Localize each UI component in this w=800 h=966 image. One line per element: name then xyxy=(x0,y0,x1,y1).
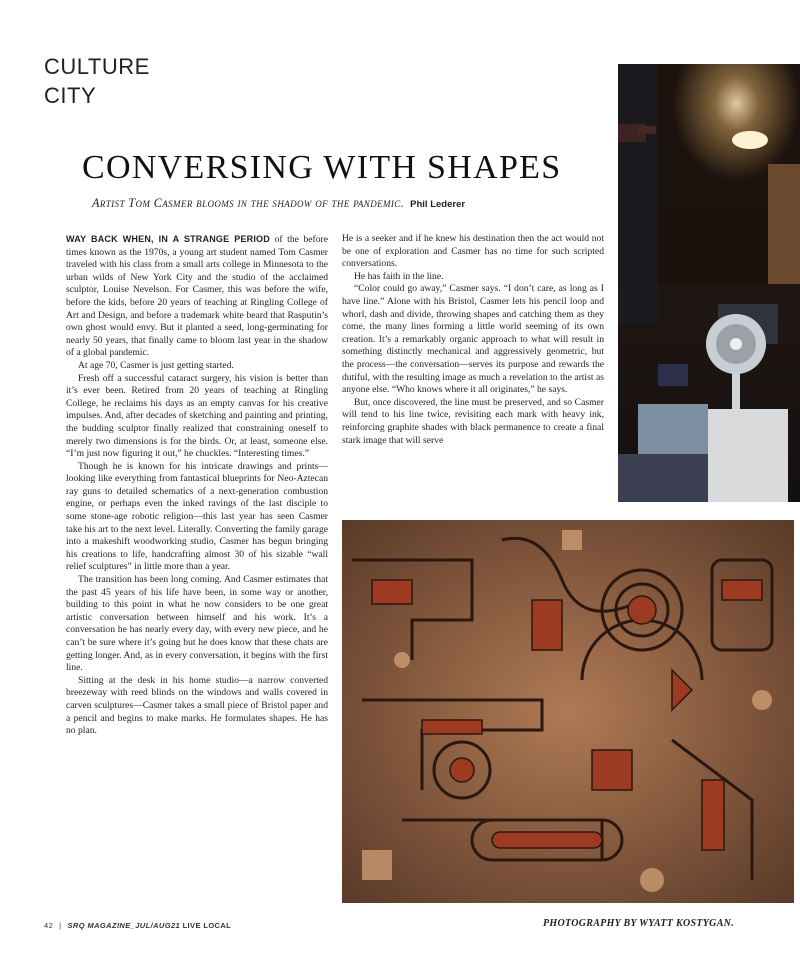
photo-credit: PHOTOGRAPHY BY WYATT KOSTYGAN. xyxy=(542,918,734,929)
paragraph: He is a seeker and if he knew his destination then the act would not be one of exploration and Casmer has no time for such scripted conversations. xyxy=(342,233,604,270)
paragraph: “Color could go away,” Casmer says. “I don’t care, as long as I have line.” Alone with his Bristol, Casmer lets his pencil loop and whorl, dash and divide, throwing shapes and catching them as they come, the many lines forming a little world seeming of its own creation. It’s a remarkably organic approach to what will result in something distinctly mechanical and aggressively geometric, but the process—the conversation—serves its purpose and rewards the dutiful, with the resulting image as much a revelation to the artist as anyone else. “Who knows where it all originates,” he says. xyxy=(342,283,604,396)
article-headline: CONVERSING WITH SHAPES xyxy=(82,149,562,186)
paragraph: But, once discovered, the line must be preserved, and so Casmer will tend to his line twice, revisiting each mark with heavy ink, reinforcing graphite shades with black permanence to create a final stark image that will serve xyxy=(342,396,604,446)
paragraph: The transition has been long coming. And Casmer estimates that the past 45 years of his life have been, in some way or another, building to this point in what he now considers to be one great artistic conversation between himself and his work. It’s a conversation he has nearly every day, with every new piece, and he can’t be sure where it’s going but he does know that these chats are getting longer. And, as in every conversation, it begins with the first line. xyxy=(66,574,328,674)
section-label-line1: CULTURE xyxy=(44,54,150,79)
page-footer xyxy=(44,921,231,930)
article-column-2 xyxy=(342,233,604,447)
section-label-line2: CITY xyxy=(44,83,97,108)
studio-photo xyxy=(618,64,800,502)
paragraph: He has faith in the line. xyxy=(354,270,444,282)
paragraph: Sitting at the desk in his home studio—a narrow converted breezeway with reed blinds on the windows and walls covered in carven sculptures—Casmer takes a small piece of Bristol paper and a pencil and begins to make marks. He formulates shapes. He has no plan. xyxy=(66,674,328,737)
lead-in: WAY BACK WHEN, IN A STRANGE PERIOD xyxy=(66,234,270,244)
magazine-tagline: LIVE LOCAL xyxy=(182,921,232,930)
magazine-issue: SRQ MAGAZINE_JUL/AUG21 xyxy=(67,921,181,930)
wall-relief-artwork-photo xyxy=(342,520,794,903)
footer-separator: | xyxy=(59,921,62,930)
paragraph: Fresh off a successful cataract surgery, his vision is better than it’s ever been. Retired from 20 years of teaching at Ringling College, he reclaims his days as an empty canvas for his creative impulses. And, after decades of sketching and painting and printing, the budding sculptor finally realized that constraining oneself to merely two dimensions is for the birds. Or, at least, someone else. “I’m just now figuring it out,” he chuckles. “Interesting times.” xyxy=(66,372,328,460)
article-column-1 xyxy=(66,233,328,738)
paragraph: Though he is known for his intricate drawings and prints—looking like everything from fantastical blueprints for Neo-Aztecan ray guns to detailed schematics of a next-generation combustion engine, or perhaps even the inked ravings of the last disciple to some stone-age robotic religion—this last year has seen Casmer take his art to the next level. Literally. Converting the family garage into a makeshift woodworking studio, Casmer has begun bringing his creations to life, handcrafting almost 30 of his sizable “wall relief sculptures” in little more than a year. xyxy=(66,460,328,573)
byline: Phil Lederer xyxy=(410,199,466,210)
page-number: 42 xyxy=(44,921,54,930)
article-deck xyxy=(92,195,612,213)
paragraph: WAY BACK WHEN, IN A STRANGE PERIOD of the before times known as the 1970s, a young art student named Tom Casmer traveled with his class from a small arts college in Minnesota to the urban wilds of New York City and the studio of the acclaimed sculptor, Louise Nevelson. For Casmer, this was before the wife, before the kids, before 20 years of teaching at Ringling College of Art and Design, and before a trademark white beard that Rasputin’s own ghost would envy. But it planted a seed, long-germinating for nearly 50 years, that finally came to bloom last year in the shadow of a global pandemic. xyxy=(66,234,328,359)
deck-text: Artist Tom Casmer blooms in the shadow of the pandemic. xyxy=(92,196,405,210)
section-label xyxy=(44,52,150,110)
paragraph: At age 70, Casmer is just getting started. xyxy=(78,359,234,371)
